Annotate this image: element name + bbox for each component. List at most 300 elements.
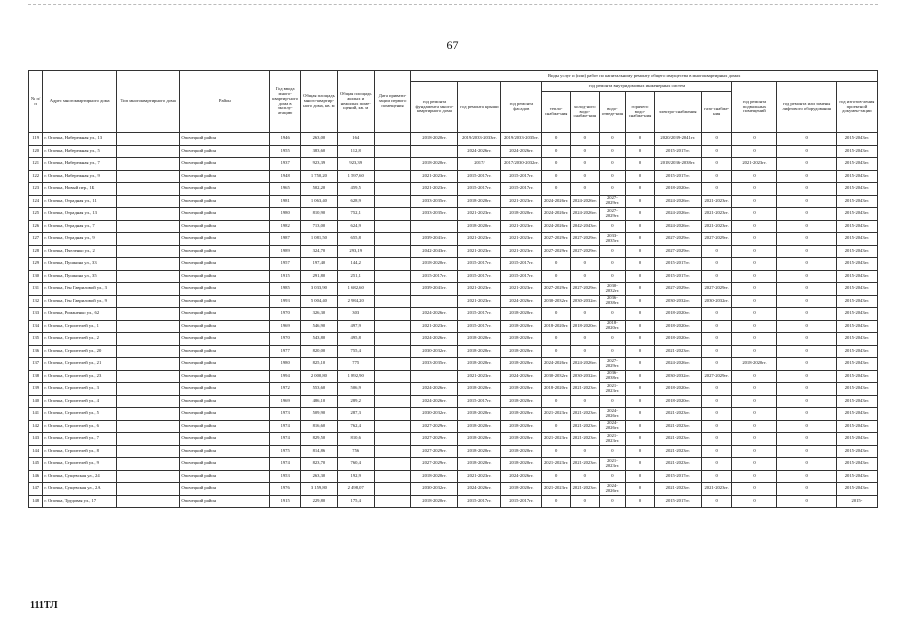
row-privatization	[374, 333, 411, 346]
row-design-docs: 2015-2043гг.	[836, 320, 877, 333]
row-facade: 2019/2033-2035гг.	[501, 133, 542, 146]
row-lift: 0	[777, 445, 836, 458]
row-district: Опочецкий район	[180, 295, 270, 308]
row-district: Опочецкий район	[180, 183, 270, 196]
row-total-area: 546,90	[301, 320, 338, 333]
row-year: 1977	[270, 345, 301, 358]
row-number: 146	[29, 470, 43, 483]
row-lift: 0	[777, 370, 836, 383]
row-cold-water: 2021-2023гг.	[570, 408, 599, 421]
row-sewer: 0	[599, 158, 626, 171]
row-roof: 2018-2020гг.	[458, 358, 501, 371]
row-number: 137	[29, 358, 43, 371]
row-address: г. Опочка, Набережная ул., 9	[43, 170, 117, 183]
row-foundation: 2021-2023гг.	[411, 170, 458, 183]
row-hot-water: 0	[626, 233, 655, 246]
row-year: 1970	[270, 308, 301, 321]
row-cold-water: 2042-2043гг.	[570, 220, 599, 233]
row-year: 1974	[270, 433, 301, 446]
row-sewer: 2024-2026гг.	[599, 420, 626, 433]
row-type	[116, 233, 179, 246]
row-residential-area: 810,6	[337, 433, 374, 446]
row-sewer: 2027-2029гг.	[599, 195, 626, 208]
row-basement: 0	[732, 408, 777, 421]
row-type	[116, 370, 179, 383]
row-lift: 0	[777, 158, 836, 171]
row-hot-water: 0	[626, 158, 655, 171]
row-design-docs: 2015-2043гг.	[836, 358, 877, 371]
table-row	[29, 195, 878, 208]
row-type	[116, 320, 179, 333]
row-facade: 2018-2020гг.	[501, 395, 542, 408]
row-privatization	[374, 433, 411, 446]
row-address: г. Опочка, Строителей ул., 9	[43, 458, 117, 471]
row-design-docs: 2015-2043гг.	[836, 408, 877, 421]
row-year: 1915	[270, 495, 301, 508]
row-cold-water: 2027-2029гг.	[570, 283, 599, 296]
row-district: Опочецкий район	[180, 433, 270, 446]
row-foundation: 2015-2017гг.	[411, 270, 458, 283]
row-year: 1981	[270, 195, 301, 208]
row-sewer: 2024-2026гг.	[599, 408, 626, 421]
row-electric: 2030-2032гг.	[654, 370, 701, 383]
row-heat: 2021-2023гг.	[542, 408, 571, 421]
row-sewer: 0	[599, 133, 626, 146]
row-gas: 0	[701, 320, 732, 333]
row-total-area: 923,39	[301, 158, 338, 171]
row-residential-area: 144,2	[337, 258, 374, 271]
row-cold-water: 0	[570, 345, 599, 358]
table-row	[29, 283, 878, 296]
row-year: 1980	[270, 208, 301, 221]
row-number: 121	[29, 158, 43, 171]
row-roof: 2018-2020гг.	[458, 458, 501, 471]
row-roof: 2015-2017гг.	[458, 258, 501, 271]
row-number: 131	[29, 283, 43, 296]
row-electric: 2024-2026гг.	[654, 220, 701, 233]
row-address: г. Опочка, Сущевская ул., 24	[43, 470, 117, 483]
row-type	[116, 133, 179, 146]
row-address: г. Опочка, Трудовая ул., 17	[43, 495, 117, 508]
row-design-docs: 2015-2043гг.	[836, 195, 877, 208]
row-heat: 2021-2023гг.	[542, 483, 571, 496]
row-sewer: 2030-2032гг.	[599, 283, 626, 296]
row-residential-area: 756	[337, 445, 374, 458]
row-electric: 2024-2026гг.	[654, 208, 701, 221]
row-foundation	[411, 220, 458, 233]
row-hot-water: 0	[626, 220, 655, 233]
row-sewer: 2024-2026гг.	[599, 483, 626, 496]
row-foundation: 2024-2026гг.	[411, 395, 458, 408]
row-year: 1974	[270, 458, 301, 471]
row-address: г. Опочка, Строителей ул., 6	[43, 420, 117, 433]
table-row	[29, 458, 878, 471]
col-electric: электро-снабжения	[654, 92, 701, 133]
row-number: 135	[29, 333, 43, 346]
row-heat: 2024-2026гг.	[542, 195, 571, 208]
row-district: Опочецкий район	[180, 345, 270, 358]
row-gas: 0	[701, 308, 732, 321]
row-total-area: 3 159,80	[301, 483, 338, 496]
row-design-docs: 2015-2043гг.	[836, 333, 877, 346]
row-number: 145	[29, 458, 43, 471]
col-foundation: год ремонта фундамента много-квартирного дома	[411, 82, 458, 133]
row-residential-area: 655,8	[337, 233, 374, 246]
row-gas: 0	[701, 133, 732, 146]
row-residential-area: 289,2	[337, 395, 374, 408]
row-district: Опочецкий район	[180, 233, 270, 246]
row-basement: 0	[732, 320, 777, 333]
row-heat: 2021-2023гг.	[542, 433, 571, 446]
row-heat: 0	[542, 308, 571, 321]
row-year: 1948	[270, 170, 301, 183]
row-privatization	[374, 170, 411, 183]
row-basement: 0	[732, 445, 777, 458]
row-cold-water: 0	[570, 270, 599, 283]
row-sewer: 2036-2038гг.	[599, 370, 626, 383]
row-year: 1937	[270, 158, 301, 171]
row-residential-area: 495,8	[337, 333, 374, 346]
row-sewer: 2027-2029гг.	[599, 358, 626, 371]
row-cold-water: 0	[570, 445, 599, 458]
row-privatization	[374, 420, 411, 433]
row-basement: 0	[732, 145, 777, 158]
row-cold-water: 2021-2023гг.	[570, 420, 599, 433]
row-district: Опочецкий район	[180, 220, 270, 233]
row-electric: 2027-2029гг.	[654, 283, 701, 296]
row-address: г. Опочка, Отрадная ул., 11	[43, 195, 117, 208]
row-residential-area: 164	[337, 133, 374, 146]
row-address: г. Опочка, Строителей ул., 5	[43, 408, 117, 421]
row-roof: 2018-2020гг.	[458, 220, 501, 233]
table-row	[29, 420, 878, 433]
row-foundation: 2039-2041гг.	[411, 233, 458, 246]
row-total-area: 383,60	[301, 145, 338, 158]
row-hot-water: 0	[626, 208, 655, 221]
row-facade: 2015-2017гг.	[501, 258, 542, 271]
row-design-docs: 2015-2043гг.	[836, 283, 877, 296]
row-foundation: 2018-2020гг.	[411, 133, 458, 146]
row-electric: 2024-2026гг.	[654, 358, 701, 371]
row-type	[116, 270, 179, 283]
row-facade: 2024-2026гг.	[501, 370, 542, 383]
row-residential-area: 624,9	[337, 220, 374, 233]
page-number: 67	[446, 38, 459, 52]
row-cold-water: 0	[570, 495, 599, 508]
row-basement: 0	[732, 233, 777, 246]
row-facade: 2018-2020гг.	[501, 358, 542, 371]
table-row	[29, 308, 878, 321]
row-residential-area: 251,1	[337, 270, 374, 283]
row-type	[116, 408, 179, 421]
row-type	[116, 295, 179, 308]
row-lift: 0	[777, 395, 836, 408]
row-foundation: 2033-2035гг.	[411, 358, 458, 371]
row-district: Опочецкий район	[180, 395, 270, 408]
row-roof: 2017/	[458, 158, 501, 171]
row-number: 143	[29, 433, 43, 446]
row-cold-water: 0	[570, 183, 599, 196]
row-residential-area: 923,39	[337, 158, 374, 171]
row-district: Опочецкий район	[180, 195, 270, 208]
col-heat: тепло-снабже-ния	[542, 92, 571, 133]
row-heat: 0	[542, 345, 571, 358]
row-cold-water: 0	[570, 333, 599, 346]
row-privatization	[374, 208, 411, 221]
row-lift: 0	[777, 383, 836, 396]
row-residential-area: 762,4	[337, 420, 374, 433]
row-foundation	[411, 370, 458, 383]
row-basement: 0	[732, 270, 777, 283]
row-cold-water: 0	[570, 158, 599, 171]
scan-edge	[28, 4, 878, 5]
row-sewer: 2021-2023гг.	[599, 383, 626, 396]
row-cold-water: 0	[570, 470, 599, 483]
row-gas: 0	[701, 270, 732, 283]
row-cold-water: 0	[570, 133, 599, 146]
row-facade: 2021-2023гг.	[501, 283, 542, 296]
row-foundation: 2018-2020гг.	[411, 495, 458, 508]
works-group-header: Виды услуг и (или) работ по капитальному ремонту общего имущества в многоквартирных домах	[411, 71, 878, 82]
row-residential-area: 752,1	[337, 208, 374, 221]
row-facade: 2021-2023гг.	[501, 195, 542, 208]
col-cold-water: холод-ного водо-снабже-ния	[570, 92, 599, 133]
row-address: г. Опочка, Строителей ул., 20	[43, 345, 117, 358]
row-address: г. Опочка, Набережная ул., 13	[43, 133, 117, 146]
row-year: 1955	[270, 145, 301, 158]
row-electric: 2018-2020гг.	[654, 183, 701, 196]
row-facade: 2018-2020гг.	[501, 458, 542, 471]
row-address: г. Опочка, Строителей ул., 4	[43, 395, 117, 408]
table-row	[29, 145, 878, 158]
row-design-docs: 2015-2043гг.	[836, 458, 877, 471]
row-type	[116, 358, 179, 371]
row-design-docs: 2015-2043гг.	[836, 170, 877, 183]
row-electric: 2030-2032гг.	[654, 295, 701, 308]
row-electric: 2015-2017гг.	[654, 170, 701, 183]
row-privatization	[374, 233, 411, 246]
row-basement: 0	[732, 458, 777, 471]
row-foundation: 2024-2026гг.	[411, 308, 458, 321]
row-type	[116, 283, 179, 296]
row-year: 1972	[270, 383, 301, 396]
row-electric: 2027-2029гг.	[654, 245, 701, 258]
row-roof: 2021-2023гг.	[458, 370, 501, 383]
row-gas: 0	[701, 383, 732, 396]
row-year: 1957	[270, 258, 301, 271]
row-total-area: 1 063,40	[301, 195, 338, 208]
row-heat: 0	[542, 445, 571, 458]
row-electric: 2018-2020гг.	[654, 333, 701, 346]
row-foundation: 2024-2026гг.	[411, 383, 458, 396]
row-facade: 2021-2023гг.	[501, 233, 542, 246]
row-design-docs: 2015-2043гг.	[836, 233, 877, 246]
row-foundation: 2033-2035гг.	[411, 195, 458, 208]
row-address: г. Опочка, Отрадная ул., 7	[43, 220, 117, 233]
row-total-area: 263,00	[301, 133, 338, 146]
table-row	[29, 245, 878, 258]
row-year: 1987	[270, 233, 301, 246]
row-gas: 0	[701, 333, 732, 346]
row-lift: 0	[777, 420, 836, 433]
row-total-area: 823,70	[301, 458, 338, 471]
repair-schedule-table	[28, 70, 878, 508]
row-electric: 2015-2017гг.	[654, 270, 701, 283]
row-gas: 2030-2032гг.	[701, 295, 732, 308]
row-total-area: 543,80	[301, 333, 338, 346]
row-address: г. Опочка, Новый пер., 1Б	[43, 183, 117, 196]
row-lift: 0	[777, 258, 836, 271]
row-heat: 2021-2023гг.	[542, 458, 571, 471]
col-address: Адрес многоквартирного дома	[43, 71, 117, 133]
row-cold-water: 0	[570, 258, 599, 271]
row-hot-water: 0	[626, 170, 655, 183]
row-design-docs: 2015-2043гг.	[836, 295, 877, 308]
row-total-area: 486,10	[301, 395, 338, 408]
row-type	[116, 145, 179, 158]
row-privatization	[374, 183, 411, 196]
row-hot-water: 0	[626, 333, 655, 346]
row-design-docs: 2015-2043гг.	[836, 433, 877, 446]
row-residential-area: 628,9	[337, 195, 374, 208]
row-cold-water: 2021-2023гг.	[570, 383, 599, 396]
row-facade: 2017/2030-2032гг.	[501, 158, 542, 171]
row-type	[116, 383, 179, 396]
row-gas: 0	[701, 170, 732, 183]
row-privatization	[374, 358, 411, 371]
row-privatization	[374, 283, 411, 296]
row-gas: 0	[701, 245, 732, 258]
row-foundation	[411, 295, 458, 308]
row-facade: 2018-2020гг.	[501, 445, 542, 458]
row-gas: 0	[701, 358, 732, 371]
row-lift: 0	[777, 433, 836, 446]
row-facade: 2015-2017гг.	[501, 170, 542, 183]
row-roof: 2018-2020гг.	[458, 345, 501, 358]
row-lift: 0	[777, 183, 836, 196]
row-total-area: 324,70	[301, 245, 338, 258]
row-lift: 0	[777, 495, 836, 508]
row-gas: 0	[701, 458, 732, 471]
row-district: Опочецкий район	[180, 420, 270, 433]
row-gas: 0	[701, 433, 732, 446]
row-heat: 0	[542, 395, 571, 408]
row-hot-water: 0	[626, 145, 655, 158]
row-type	[116, 495, 179, 508]
row-district: Опочецкий район	[180, 145, 270, 158]
row-design-docs: 2015-2043гг.	[836, 395, 877, 408]
row-foundation: 2030-2032гг.	[411, 345, 458, 358]
row-lift: 0	[777, 170, 836, 183]
row-total-area: 197,40	[301, 258, 338, 271]
table-row	[29, 470, 878, 483]
row-roof: 2018-2020гг.	[458, 408, 501, 421]
row-foundation: 2021-2023гг.	[411, 320, 458, 333]
row-heat: 0	[542, 170, 571, 183]
row-number: 122	[29, 170, 43, 183]
row-foundation: 2018-2020гг.	[411, 158, 458, 171]
row-design-docs: 2015-2043гг.	[836, 445, 877, 458]
row-sewer: 0	[599, 270, 626, 283]
row-residential-area: 497,9	[337, 320, 374, 333]
row-foundation: 2027-2029гг.	[411, 433, 458, 446]
row-total-area: 509,90	[301, 408, 338, 421]
row-electric: 2015-2017гг.	[654, 495, 701, 508]
row-gas: 0	[701, 395, 732, 408]
row-cold-water: 2024-2026гг.	[570, 208, 599, 221]
row-type	[116, 445, 179, 458]
row-year: 1980	[270, 358, 301, 371]
table-row	[29, 170, 878, 183]
row-sewer: 0	[599, 395, 626, 408]
row-basement: 0	[732, 433, 777, 446]
row-design-docs: 2015-2043гг.	[836, 258, 877, 271]
row-number: 126	[29, 220, 43, 233]
row-heat: 0	[542, 495, 571, 508]
row-sewer: 0	[599, 308, 626, 321]
table-row	[29, 370, 878, 383]
row-district: Опочецкий район	[180, 495, 270, 508]
col-privatization: Дата привати-зации первого помещения	[374, 71, 411, 133]
row-hot-water: 0	[626, 458, 655, 471]
row-sewer: 2027-2029гг.	[599, 208, 626, 221]
row-heat: 0	[542, 270, 571, 283]
row-foundation: 2030-2032гг.	[411, 483, 458, 496]
row-privatization	[374, 308, 411, 321]
row-type	[116, 308, 179, 321]
row-address: г. Опочка, Набережная ул., 7	[43, 158, 117, 171]
footer-stamp: 111ТЛ	[30, 600, 58, 611]
row-district: Опочецкий район	[180, 358, 270, 371]
row-number: 128	[29, 245, 43, 258]
row-facade: 2015-2017гг.	[501, 270, 542, 283]
row-gas: 2027-2029гг.	[701, 233, 732, 246]
row-facade: 2018-2020гг.	[501, 308, 542, 321]
row-privatization	[374, 395, 411, 408]
row-roof: 2018-2020гг.	[458, 445, 501, 458]
row-sewer: 2036-2038гг.	[599, 295, 626, 308]
row-hot-water: 0	[626, 433, 655, 446]
row-electric: 2024-2026гг.	[654, 195, 701, 208]
row-number: 123	[29, 183, 43, 196]
row-total-area: 1 081,50	[301, 233, 338, 246]
row-residential-area: 755,4	[337, 345, 374, 358]
row-lift: 0	[777, 358, 836, 371]
row-foundation: 2042-2043гг.	[411, 245, 458, 258]
row-district: Опочецкий район	[180, 383, 270, 396]
row-type	[116, 258, 179, 271]
row-number: 141	[29, 408, 43, 421]
row-total-area: 263,30	[301, 470, 338, 483]
row-foundation: 2027-2029гг.	[411, 445, 458, 458]
row-total-area: 5 004,40	[301, 295, 338, 308]
row-residential-area: 293,19	[337, 245, 374, 258]
row-facade: 2015-2017гг.	[501, 495, 542, 508]
row-residential-area: 192,9	[337, 470, 374, 483]
row-district: Опочецкий район	[180, 270, 270, 283]
row-roof: 2021-2023гг.	[458, 233, 501, 246]
row-number: 139	[29, 383, 43, 396]
row-type	[116, 433, 179, 446]
row-heat: 2030-2032гг.	[542, 295, 571, 308]
row-foundation: 2027-2029гг.	[411, 458, 458, 471]
row-gas: 0	[701, 183, 732, 196]
row-type	[116, 170, 179, 183]
row-privatization	[374, 133, 411, 146]
row-district: Опочецкий район	[180, 170, 270, 183]
row-electric: 2027-2029гг.	[654, 233, 701, 246]
row-basement: 2018-2020гг.	[732, 358, 777, 371]
